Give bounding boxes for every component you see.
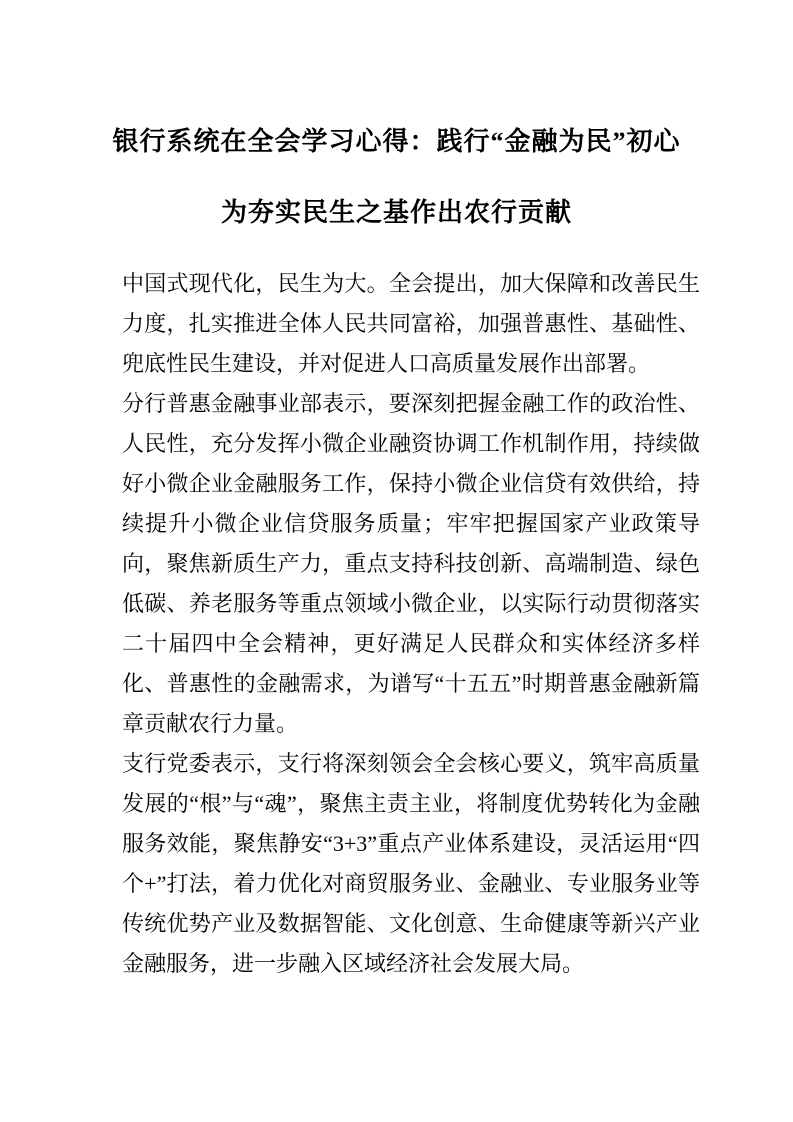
paragraph-3: 支行党委表示，支行将深刻领会全会核心要义，筑牢高质量发展的“根”与“魂”，聚焦主责主业，将制度优势转化为金融服务效能，聚焦静安“3+3”重点产业体系建设，灵活运用“四个+”打法，着力优化对商贸服务业、金融业、专业服务业等传统优势产业及数据智能、文化创意、生命健康等新兴产业金融服务，进一步融入区域经济社会发展大局。 bbox=[122, 751, 700, 976]
document-body bbox=[122, 264, 700, 984]
document-title bbox=[0, 0, 793, 231]
paragraph-2: 分行普惠金融事业部表示，要深刻把握金融工作的政治性、人民性，充分发挥小微企业融资协调工作机制作用，持续做好小微企业金融服务工作，保持小微企业信贷有效供给，持续提升小微企业信贷服务质量；牢牢把握国家产业政策导向，聚焦新质生产力，重点支持科技创新、高端制造、绿色低碳、养老服务等重点领域小微企业，以实际行动贯彻落实二十届四中全会精神，更好满足人民群众和实体经济多样化、普惠性的金融需求，为谱写“十五五”时期普惠金融新篇章贡献农行力量。 bbox=[122, 391, 700, 736]
title-line-1: 银行系统在全会学习心得：践行“金融为民”初心 bbox=[112, 127, 681, 156]
paragraph-1: 中国式现代化，民生为大。全会提出，加大保障和改善民生力度，扎实推进全体人民共同富裕，加强普惠性、基础性、兜底性民生建设，并对促进人口高质量发展作出部署。 bbox=[122, 271, 700, 376]
title-line-2: 为夯实民生之基作出农行贡献 bbox=[220, 198, 572, 227]
